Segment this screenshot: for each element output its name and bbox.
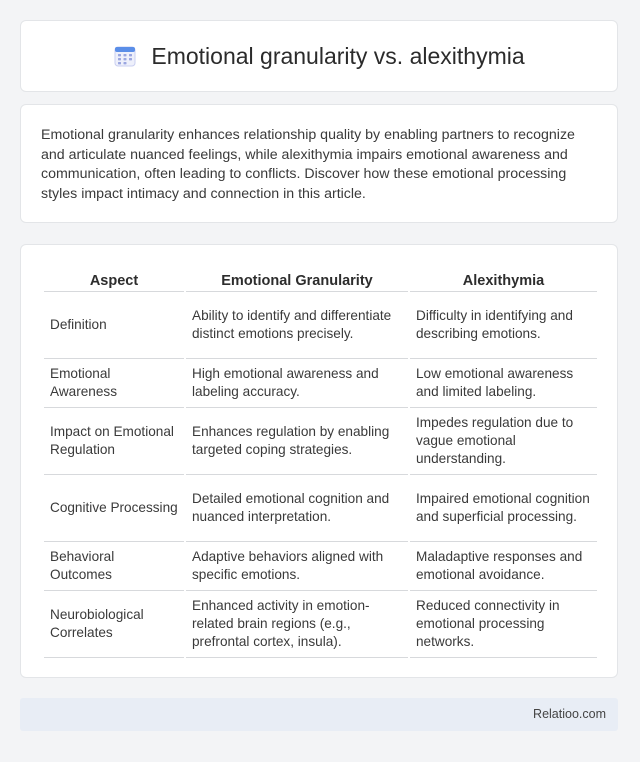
title-card bbox=[20, 20, 618, 92]
cell-aspect: Cognitive Processing bbox=[44, 475, 184, 542]
cell-granularity: Adaptive behaviors aligned with specific emotions. bbox=[186, 542, 408, 591]
cell-granularity: Ability to identify and differentiate distinct emotions precisely. bbox=[186, 292, 408, 359]
cell-granularity: High emotional awareness and labeling accuracy. bbox=[186, 359, 408, 408]
cell-granularity: Detailed emotional cognition and nuanced interpretation. bbox=[186, 475, 408, 542]
cell-aspect: Definition bbox=[44, 292, 184, 359]
comparison-table bbox=[42, 261, 599, 658]
intro-card bbox=[20, 104, 618, 223]
cell-alexithymia: Impaired emotional cognition and superficial processing. bbox=[410, 475, 597, 542]
cell-alexithymia: Reduced connectivity in emotional processing networks. bbox=[410, 591, 597, 658]
page-title: Emotional granularity vs. alexithymia bbox=[151, 42, 525, 69]
header-aspect: Aspect bbox=[44, 261, 184, 292]
table-header-row bbox=[44, 261, 597, 292]
intro-text: Emotional granularity enhances relationship quality by enabling partners to recognize and articulate nuanced feelings, while alexithymia impairs emotional awareness and communication, often leading to conflicts. Discover how these emotional processing styles impact intimacy and connection in this article. bbox=[41, 127, 575, 202]
table-row bbox=[44, 359, 597, 408]
cell-aspect: Neurobiological Correlates bbox=[44, 591, 184, 658]
comparison-card bbox=[20, 244, 618, 678]
table-row bbox=[44, 408, 597, 475]
cell-aspect: Behavioral Outcomes bbox=[44, 542, 184, 591]
cell-alexithymia: Impedes regulation due to vague emotional understanding. bbox=[410, 408, 597, 475]
cell-alexithymia: Maladaptive responses and emotional avoidance. bbox=[410, 542, 597, 591]
cell-aspect: Impact on Emotional Regulation bbox=[44, 408, 184, 475]
footer-bar bbox=[20, 698, 618, 731]
cell-aspect: Emotional Awareness bbox=[44, 359, 184, 408]
header-alexithymia: Alexithymia bbox=[410, 261, 597, 292]
cell-alexithymia: Low emotional awareness and limited labeling. bbox=[410, 359, 597, 408]
table-row bbox=[44, 591, 597, 658]
cell-granularity: Enhances regulation by enabling targeted coping strategies. bbox=[186, 408, 408, 475]
table-row bbox=[44, 542, 597, 591]
calendar-icon bbox=[113, 44, 137, 68]
cell-alexithymia: Difficulty in identifying and describing emotions. bbox=[410, 292, 597, 359]
table-row bbox=[44, 292, 597, 359]
header-emotional-granularity: Emotional Granularity bbox=[186, 261, 408, 292]
footer-brand: Relatioo.com bbox=[533, 707, 606, 721]
cell-granularity: Enhanced activity in emotion-related brain regions (e.g., prefrontal cortex, insula). bbox=[186, 591, 408, 658]
table-row bbox=[44, 475, 597, 542]
